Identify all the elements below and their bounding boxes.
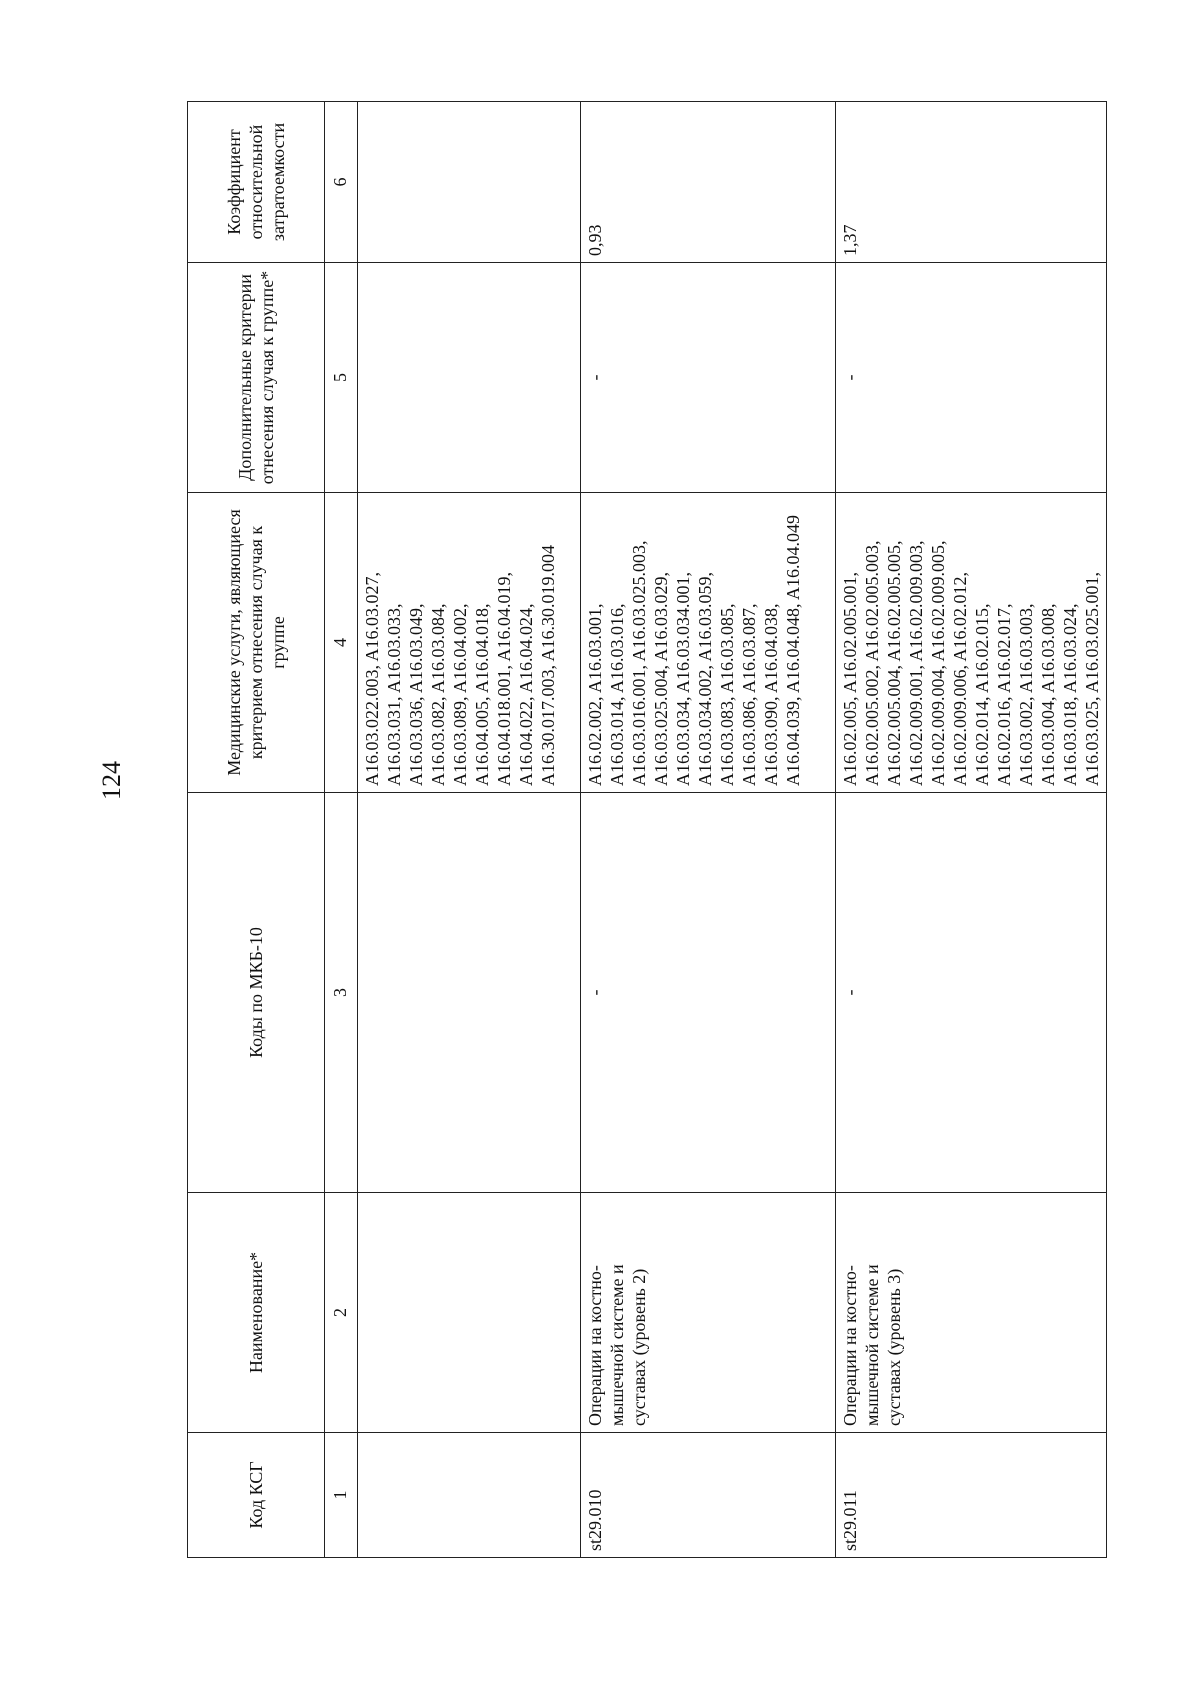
column-number: 4 (325, 493, 358, 793)
page-number: 124 (97, 761, 126, 800)
ksg-name: Операции на костно-мышечной системе и суставах (уровень 3) (836, 1193, 1107, 1433)
header-icd10: Коды по МКБ-10 (188, 793, 325, 1193)
ksg-name: Операции на костно-мышечной системе и суставах (уровень 2) (581, 1193, 836, 1433)
ksg-code: st29.010 (581, 1433, 836, 1558)
service-line: A16.02.014, A16.02.015, (972, 603, 992, 786)
service-line: A16.02.002, A16.03.001, (585, 603, 605, 786)
medical-services (836, 493, 1107, 793)
coefficient: 1,37 (836, 102, 1107, 263)
service-line: A16.03.089, A16.04.002, (450, 603, 470, 786)
column-number-row (325, 102, 358, 1558)
header-row (188, 102, 325, 1558)
service-line: A16.03.004, A16.03.008, (1038, 603, 1058, 786)
service-line: A16.02.005.004, A16.02.005.005, (884, 540, 904, 786)
service-line: A16.02.009.001, A16.02.009.003, (906, 540, 926, 786)
table-row (358, 102, 581, 1558)
medical-services (581, 493, 836, 793)
icd10-codes: - (581, 793, 836, 1193)
service-line: A16.03.018, A16.03.024, (1060, 603, 1080, 786)
header-coefficient: Коэффициент относительной затратоемкости (188, 102, 325, 263)
service-line: A16.03.082, A16.03.084, (428, 603, 448, 786)
ksg-table (187, 101, 1107, 1558)
coefficient: 0,93 (581, 102, 836, 263)
extra-criteria (358, 263, 581, 493)
service-line: A16.03.031, A16.03.033, (384, 603, 404, 786)
service-line: A16.03.034, A16.03.034.001, (673, 571, 693, 786)
header-extra-criteria: Дополнительные критерии отнесения случая к группе* (188, 263, 325, 493)
header-services: Медицинские услуги, являющиеся критерием отнесения случая к группе (188, 493, 325, 793)
column-number: 5 (325, 263, 358, 493)
service-line: A16.02.009.006, A16.02.012, (950, 571, 970, 786)
column-number: 2 (325, 1193, 358, 1433)
service-line: A16.04.018.001, A16.04.019, (494, 571, 514, 786)
service-line: A16.03.014, A16.03.016, (607, 603, 627, 786)
coefficient (358, 102, 581, 263)
service-line: A16.03.086, A16.03.087, (739, 603, 759, 786)
extra-criteria: - (836, 263, 1107, 493)
header-code: Код КСГ (188, 1433, 325, 1558)
ksg-code (358, 1433, 581, 1558)
service-line: A16.03.034.002, A16.03.059, (695, 571, 715, 786)
column-number: 6 (325, 102, 358, 263)
service-line: A16.02.005.002, A16.02.005.003, (862, 540, 882, 786)
service-line: A16.04.005, A16.04.018, (472, 603, 492, 786)
service-line: A16.02.005, A16.02.005.001, (840, 571, 860, 786)
service-line: A16.04.039, A16.04.048, A16.04.049 (783, 514, 803, 786)
extra-criteria: - (581, 263, 836, 493)
service-line: A16.03.002, A16.03.003, (1016, 603, 1036, 786)
icd10-codes (358, 793, 581, 1193)
service-line: A16.03.025.004, A16.03.029, (651, 571, 671, 786)
header-name: Наименование* (188, 1193, 325, 1433)
service-line: A16.04.022, A16.04.024, (516, 603, 536, 786)
service-line: A16.03.016.001, A16.03.025.003, (629, 540, 649, 786)
service-line: A16.02.009.004, A16.02.009.005, (928, 540, 948, 786)
column-number: 1 (325, 1433, 358, 1558)
service-line: A16.03.036, A16.03.049, (406, 603, 426, 786)
table-row (836, 102, 1107, 1558)
service-line: A16.30.017.003, A16.30.019.004 (538, 544, 558, 786)
icd10-codes: - (836, 793, 1107, 1193)
service-line: A16.03.022.003, A16.03.027, (362, 571, 382, 786)
service-line: A16.02.016, A16.02.017, (994, 603, 1014, 786)
ksg-table-rotated (187, 102, 1102, 1558)
table-row (581, 102, 836, 1558)
medical-services (358, 493, 581, 793)
ksg-name (358, 1193, 581, 1433)
ksg-code: st29.011 (836, 1433, 1107, 1558)
service-line: A16.03.083, A16.03.085, (717, 603, 737, 786)
service-line: A16.03.090, A16.04.038, (761, 603, 781, 786)
service-line: A16.03.025, A16.03.025.001, (1082, 571, 1102, 786)
column-number: 3 (325, 793, 358, 1193)
